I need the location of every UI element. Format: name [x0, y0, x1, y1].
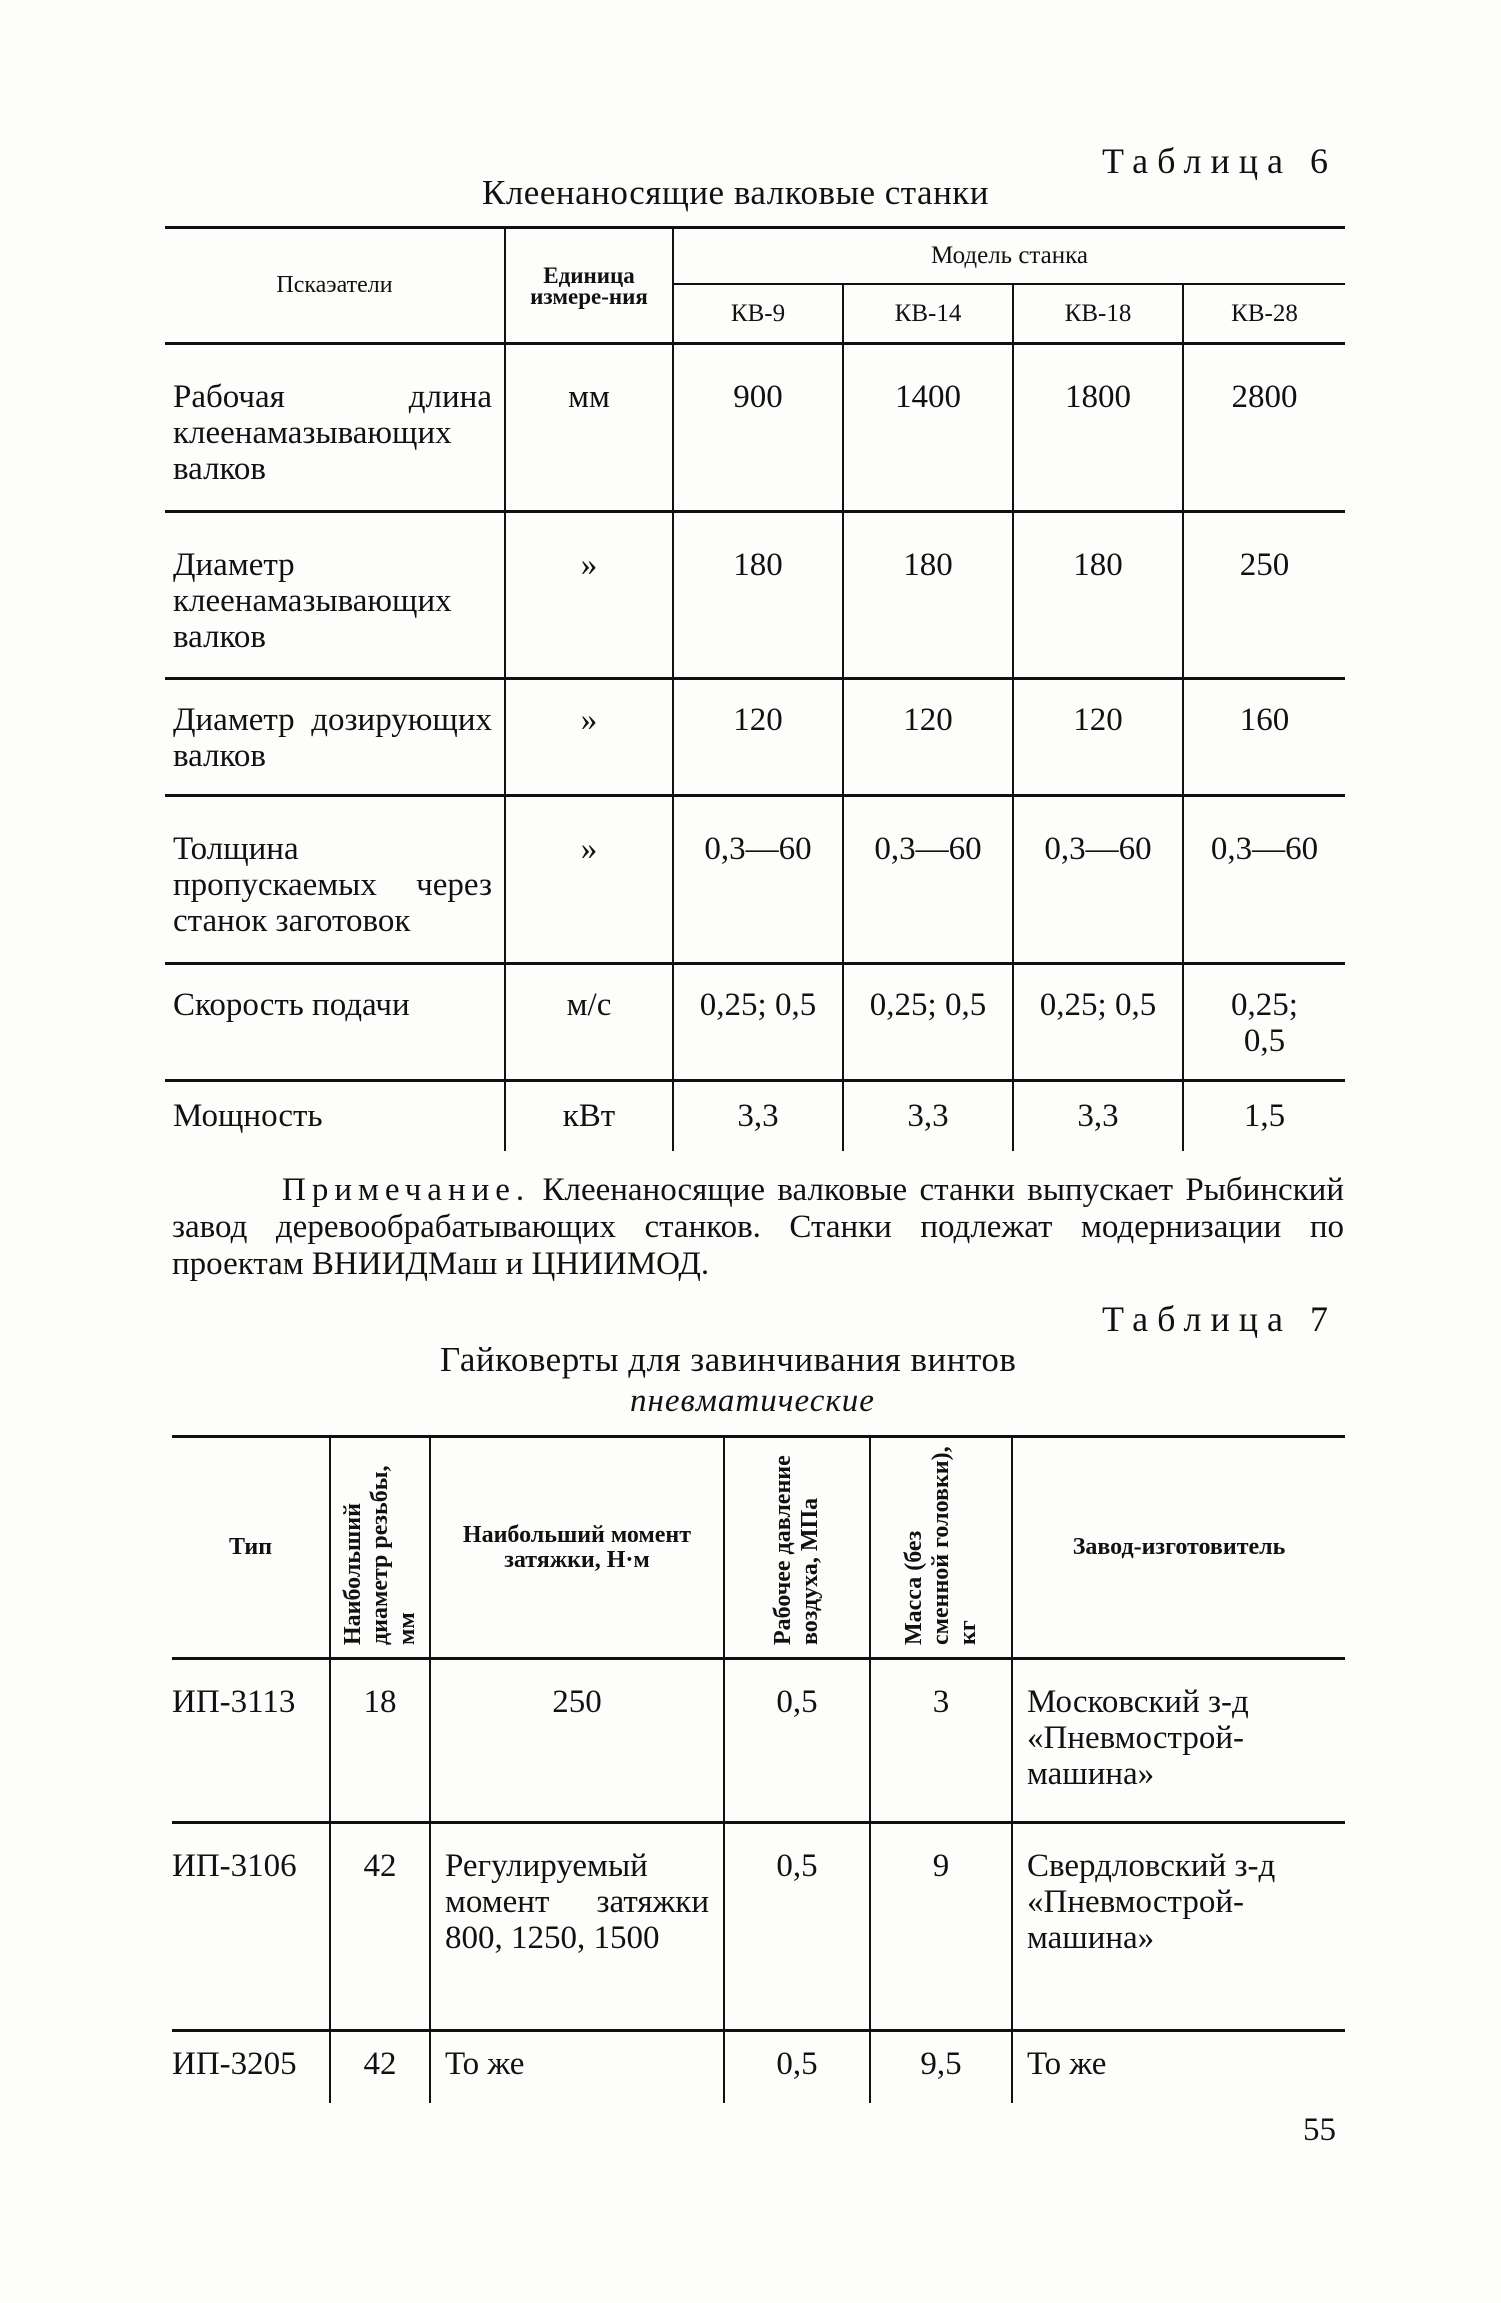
- value-cell: 0,3—60: [1183, 796, 1345, 964]
- unit-cell: »: [505, 796, 673, 964]
- param-cell: Мощность: [173, 1098, 323, 1134]
- pressure-cell: 0,5: [724, 2031, 870, 2103]
- value-cell: 0,25; 0,5: [1013, 964, 1183, 1081]
- header-model-group: Модель станка: [673, 228, 1345, 284]
- header-pressure-text: Рабочее давление воздуха, МПа: [770, 1454, 823, 1645]
- maker-cell: Свердловский з-д «Пневмострой-машина»: [1012, 1823, 1345, 2031]
- value-cell: 0,25; 0,5: [673, 964, 843, 1081]
- table-row: [165, 1081, 1345, 1151]
- value-cell: 1,5: [1183, 1081, 1345, 1151]
- value-cell: 120: [1013, 679, 1183, 796]
- value-cell: 0,25; 0,5: [1183, 964, 1345, 1081]
- value-cell: 180: [1013, 512, 1183, 679]
- table-row: [165, 344, 1345, 512]
- header-mass: [870, 1437, 1012, 1659]
- header-mass-text: Масса (без сменной головки), кг: [900, 1445, 981, 1645]
- mass-cell: 3: [870, 1659, 1012, 1823]
- value-cell: 120: [843, 679, 1013, 796]
- table-row: [172, 1823, 1345, 2031]
- torque-cell: Регулируемый момент затяжки 800, 1250, 1500: [430, 1823, 724, 2031]
- header-torque: Наибольший момент затяжки, Н·м: [430, 1437, 724, 1659]
- table6-title: Клеенаносящие валковые станки: [482, 173, 990, 212]
- value-cell: 0,3—60: [843, 796, 1013, 964]
- diameter-cell: 42: [330, 1823, 430, 2031]
- torque-cell: 250: [430, 1659, 724, 1823]
- table-row: [165, 964, 1345, 1081]
- table7: [172, 1435, 1345, 2103]
- mass-cell: 9: [870, 1823, 1012, 2031]
- page-number: 55: [1303, 2112, 1336, 2148]
- param-cell: Скорость подачи: [165, 964, 505, 1081]
- header-maker: Завод-изготовитель: [1012, 1437, 1345, 1659]
- value-cell: 180: [843, 512, 1013, 679]
- type-cell: ИП-3106: [172, 1823, 330, 2031]
- header-diameter-text: Наибольший диаметр резьбы, мм: [339, 1465, 420, 1645]
- value-cell: 1800: [1013, 344, 1183, 512]
- header-param: Пскаэатели: [165, 228, 505, 344]
- value-cell: 0,3—60: [673, 796, 843, 964]
- type-cell: ИП-3113: [172, 1659, 330, 1823]
- param-cell: Рабочая длина клеенамазывающих валков: [165, 344, 505, 512]
- header-model: КВ-28: [1183, 284, 1345, 344]
- value-cell: 0,25; 0,5: [843, 964, 1013, 1081]
- unit-cell: м/с: [505, 964, 673, 1081]
- pressure-cell: 0,5: [724, 1823, 870, 2031]
- note-text: Клеенаносящие валковые станки выпускает Рыбинский завод деревообрабатывающих станков. Станки подлежат модернизации по проектам ВНИИДМаш и ЦНИИМОД.: [172, 1172, 1344, 1282]
- value-cell: 900: [673, 344, 843, 512]
- table7-subtitle: пневматические: [630, 1383, 875, 1419]
- torque-cell: То же: [430, 2031, 724, 2103]
- table6-label: Таблица 6: [1102, 141, 1337, 181]
- param-cell: Диаметр клеенамазывающих валков: [165, 512, 505, 679]
- maker-cell: То же: [1012, 2031, 1345, 2103]
- table6: [165, 226, 1345, 1151]
- header-type: Тип: [172, 1437, 330, 1659]
- table6-note: [172, 1172, 1344, 1283]
- value-cell: 180: [673, 512, 843, 679]
- diameter-cell: 18: [330, 1659, 430, 1823]
- value-cell: 2800: [1183, 344, 1345, 512]
- type-cell: ИП-3205: [172, 2046, 297, 2082]
- value-cell: 3,3: [673, 1081, 843, 1151]
- table-row: [165, 796, 1345, 964]
- value-cell: 0,3—60: [1013, 796, 1183, 964]
- maker-cell: Московский з-д «Пневмострой-машина»: [1012, 1659, 1345, 1823]
- value-cell: 3,3: [843, 1081, 1013, 1151]
- unit-cell: »: [505, 679, 673, 796]
- unit-cell: кВт: [505, 1081, 673, 1151]
- value-cell: 3,3: [1013, 1081, 1183, 1151]
- mass-cell: 9,5: [870, 2031, 1012, 2103]
- value-cell: 250: [1183, 512, 1345, 679]
- value-cell: 160: [1183, 679, 1345, 796]
- table7-title: Гайковерты для завинчивания винтов: [440, 1340, 1017, 1379]
- note-label: Примечание.: [282, 1172, 531, 1208]
- header-unit: Единица измере-ния: [505, 228, 673, 344]
- unit-cell: мм: [505, 344, 673, 512]
- param-cell: Толщина пропускаемых через станок заготовок: [165, 796, 505, 964]
- header-model: КВ-18: [1013, 284, 1183, 344]
- header-model: КВ-9: [673, 284, 843, 344]
- unit-cell: »: [505, 512, 673, 679]
- pressure-cell: 0,5: [724, 1659, 870, 1823]
- header-pressure: [724, 1437, 870, 1659]
- table-row: [165, 679, 1345, 796]
- table-row: [172, 1659, 1345, 1823]
- value-cell: 120: [673, 679, 843, 796]
- table-row: [172, 2031, 1345, 2103]
- param-cell: Диаметр дозирующих валков: [165, 679, 505, 796]
- header-diameter: [330, 1437, 430, 1659]
- diameter-cell: 42: [330, 2031, 430, 2103]
- table7-label: Таблица 7: [1102, 1299, 1337, 1339]
- value-cell: 1400: [843, 344, 1013, 512]
- table-row: [165, 512, 1345, 679]
- header-model: КВ-14: [843, 284, 1013, 344]
